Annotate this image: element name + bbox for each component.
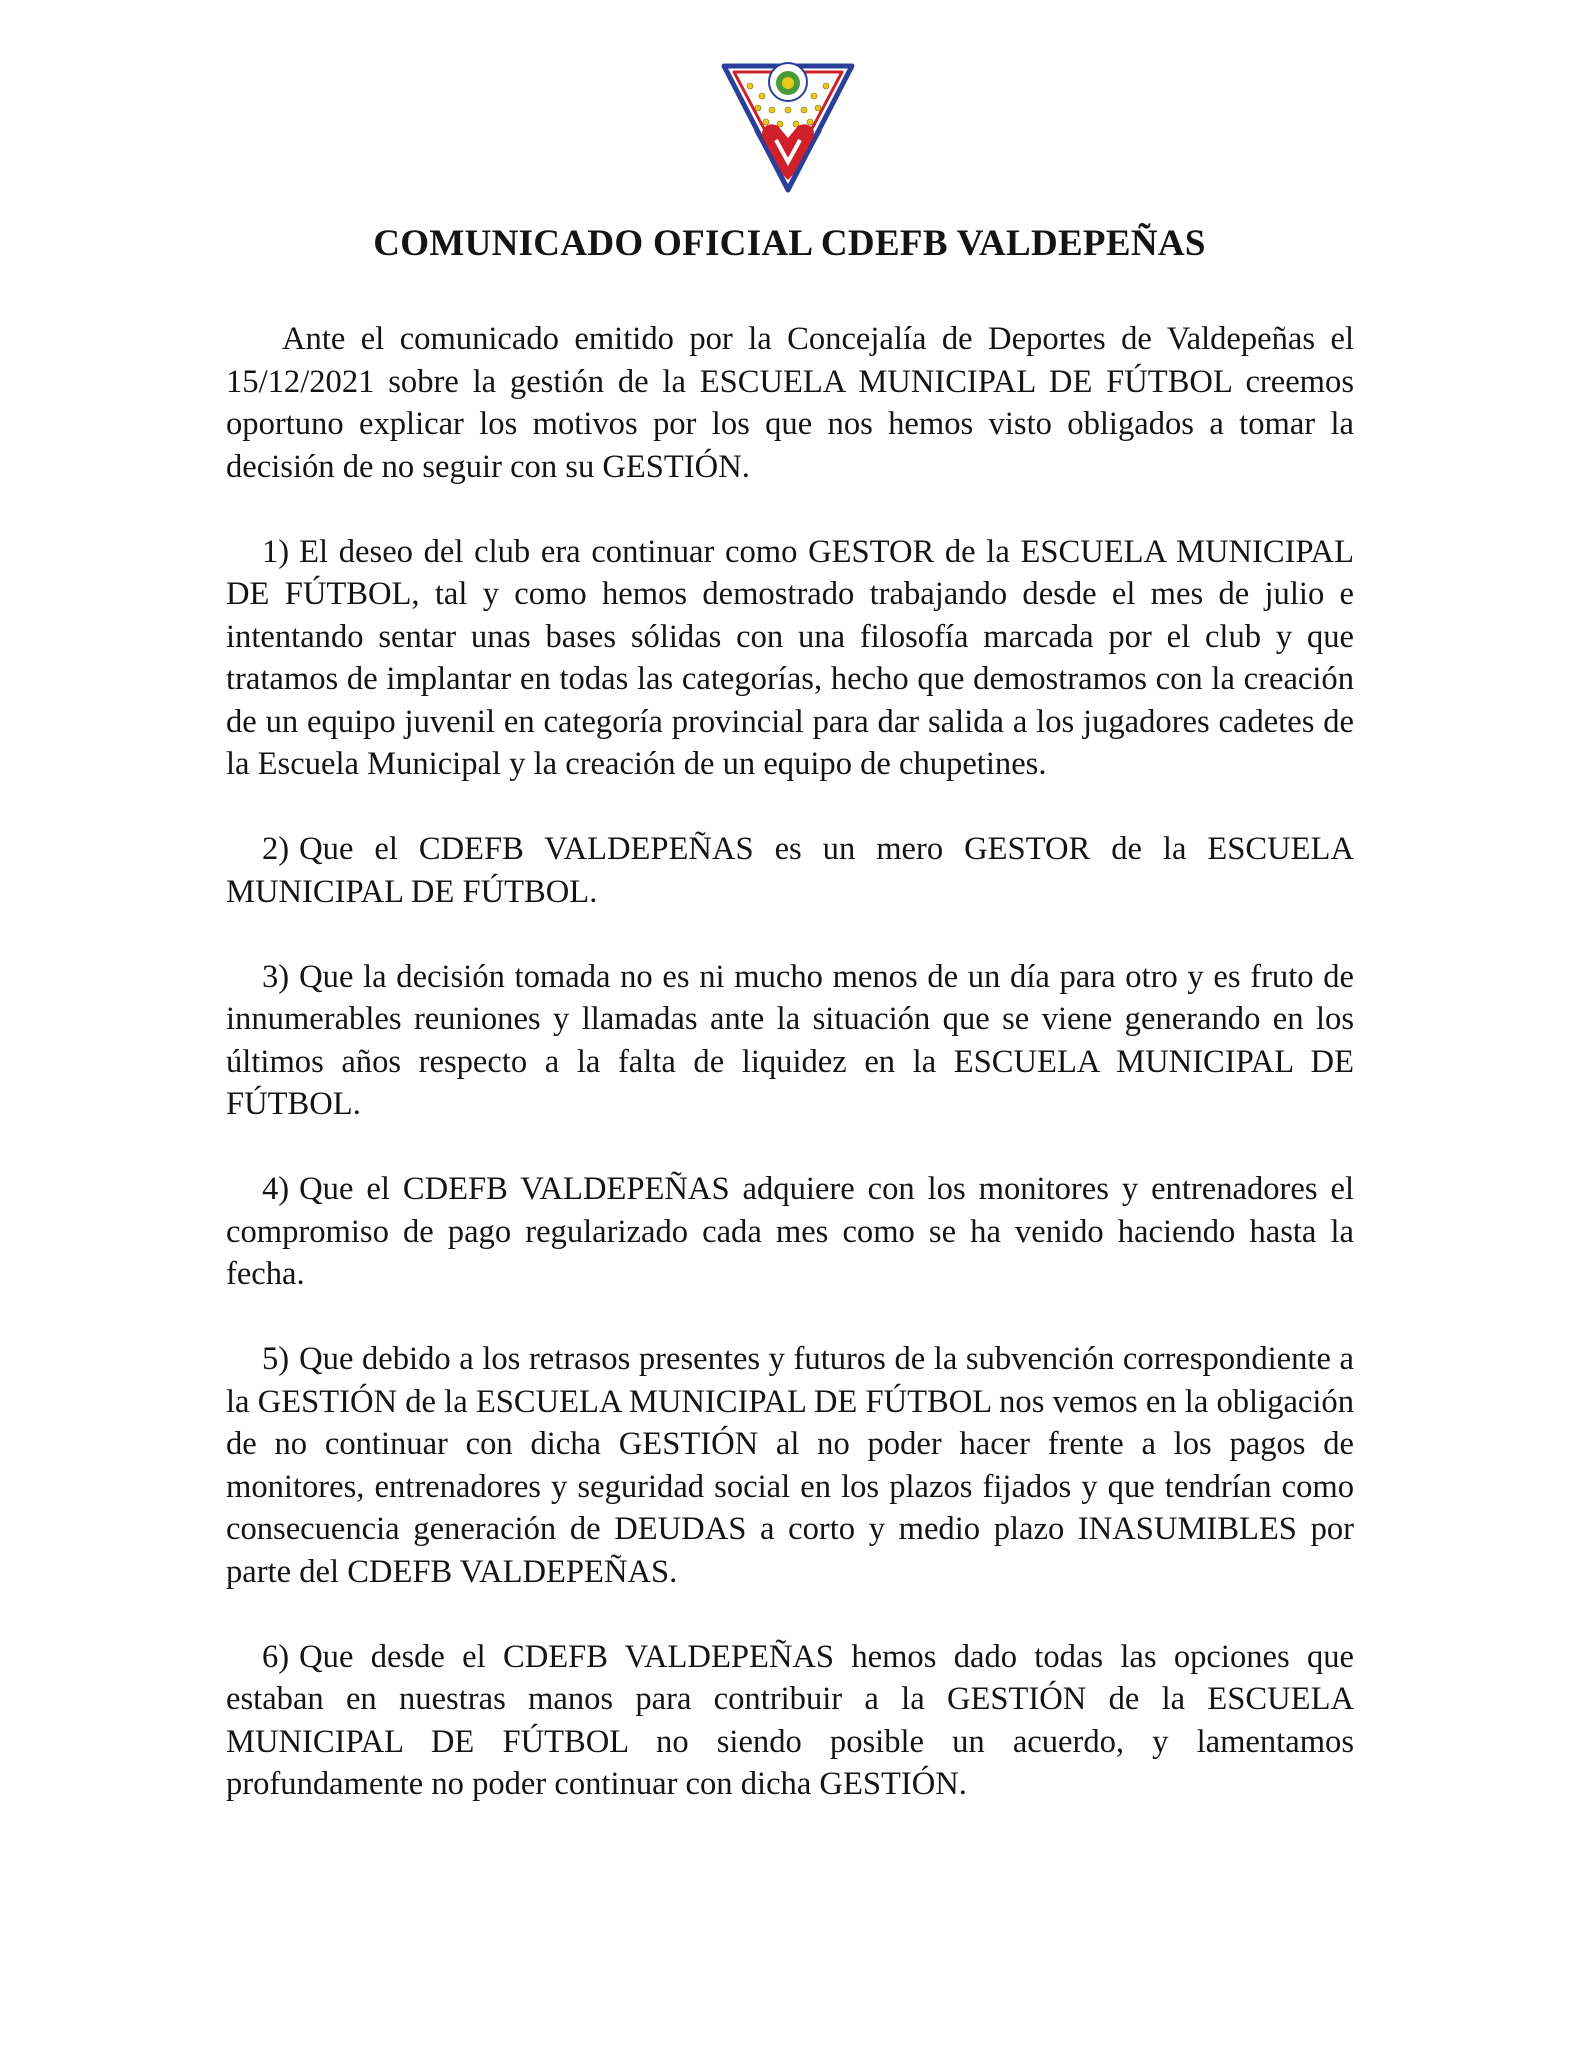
list-item: [226, 956, 1354, 1126]
list-item: [226, 1338, 1354, 1593]
list-item: [226, 1168, 1354, 1296]
point-text: El deseo del club era continuar como GESTOR de la ESCUELA MUNICIPAL DE FÚTBOL, tal y como hemos demostrado trabajando desde el mes de julio e intentando sentar unas bases sólidas con una filosofía marcada por el club y que tratamos de implantar en todas las categorías, hecho que demostramos con la creación de un equipo juvenil en categoría provincial para dar salida a los jugadores cadetes de la Escuela Municipal y la creación de un equipo de chupetines.: [226, 533, 1354, 782]
list-item: [226, 1636, 1354, 1806]
point-text: Que desde el CDEFB VALDEPEÑAS hemos dado todas las opciones que estaban en nuestras manos para contribuir a la GESTIÓN de la ESCUELA MUNICIPAL DE FÚTBOL no siendo posible un acuerdo, y lamentamos profundamente no poder continuar con dicha GESTIÓN.: [226, 1638, 1354, 1802]
intro-paragraph: Ante el comunicado emitido por la Concejalía de Deportes de Valdepeñas el 15/12/2021 sobre la gestión de la ESCUELA MUNICIPAL DE FÚTBOL creemos oportuno explicar los motivos por los que nos hemos visto obligados a tomar la decisión de no seguir con su GESTIÓN.: [226, 321, 1354, 485]
point-text: Que el CDEFB VALDEPEÑAS es un mero GESTOR de la ESCUELA MUNICIPAL DE FÚTBOL.: [226, 831, 1354, 910]
club-crest-icon: [718, 56, 858, 194]
communique-body: [226, 318, 1354, 1848]
point-number: 3): [262, 958, 290, 995]
point-text: Que la decisión tomada no es ni mucho menos de un día para otro y es fruto de innumerables reuniones y llamadas ante la situación que se viene generando en los últimos años respecto a la falta de liquidez en la ESCUELA MUNICIPAL DE FÚTBOL.: [226, 958, 1354, 1122]
point-number: 1): [262, 533, 290, 570]
point-number: 2): [262, 831, 290, 867]
page-title: COMUNICADO OFICIAL CDEFB VALDEPEÑAS: [373, 223, 1206, 264]
point-text: Que debido a los retrasos presentes y futuros de la subvención correspondiente a la GESTIÓN de la ESCUELA MUNICIPAL DE FÚTBOL nos vemos en la obligación de no continuar con dicha GESTIÓN al no poder hacer frente a los pagos de monitores, entrenadores y seguridad social en los plazos fijados y que tendrían como consecuencia generación de DEUDAS a corto y medio plazo INASUMIBLES por parte del CDEFB VALDEPEÑAS.: [226, 1341, 1354, 1590]
list-item: [226, 531, 1354, 786]
point-number: 5): [262, 1341, 290, 1377]
point-number: 6): [262, 1638, 290, 1675]
list-item: [226, 828, 1354, 913]
point-text: Que el CDEFB VALDEPEÑAS adquiere con los monitores y entrenadores el compromiso de pago regularizado cada mes como se ha venido haciendo hasta la fecha.: [226, 1171, 1354, 1292]
point-number: 4): [262, 1171, 290, 1207]
